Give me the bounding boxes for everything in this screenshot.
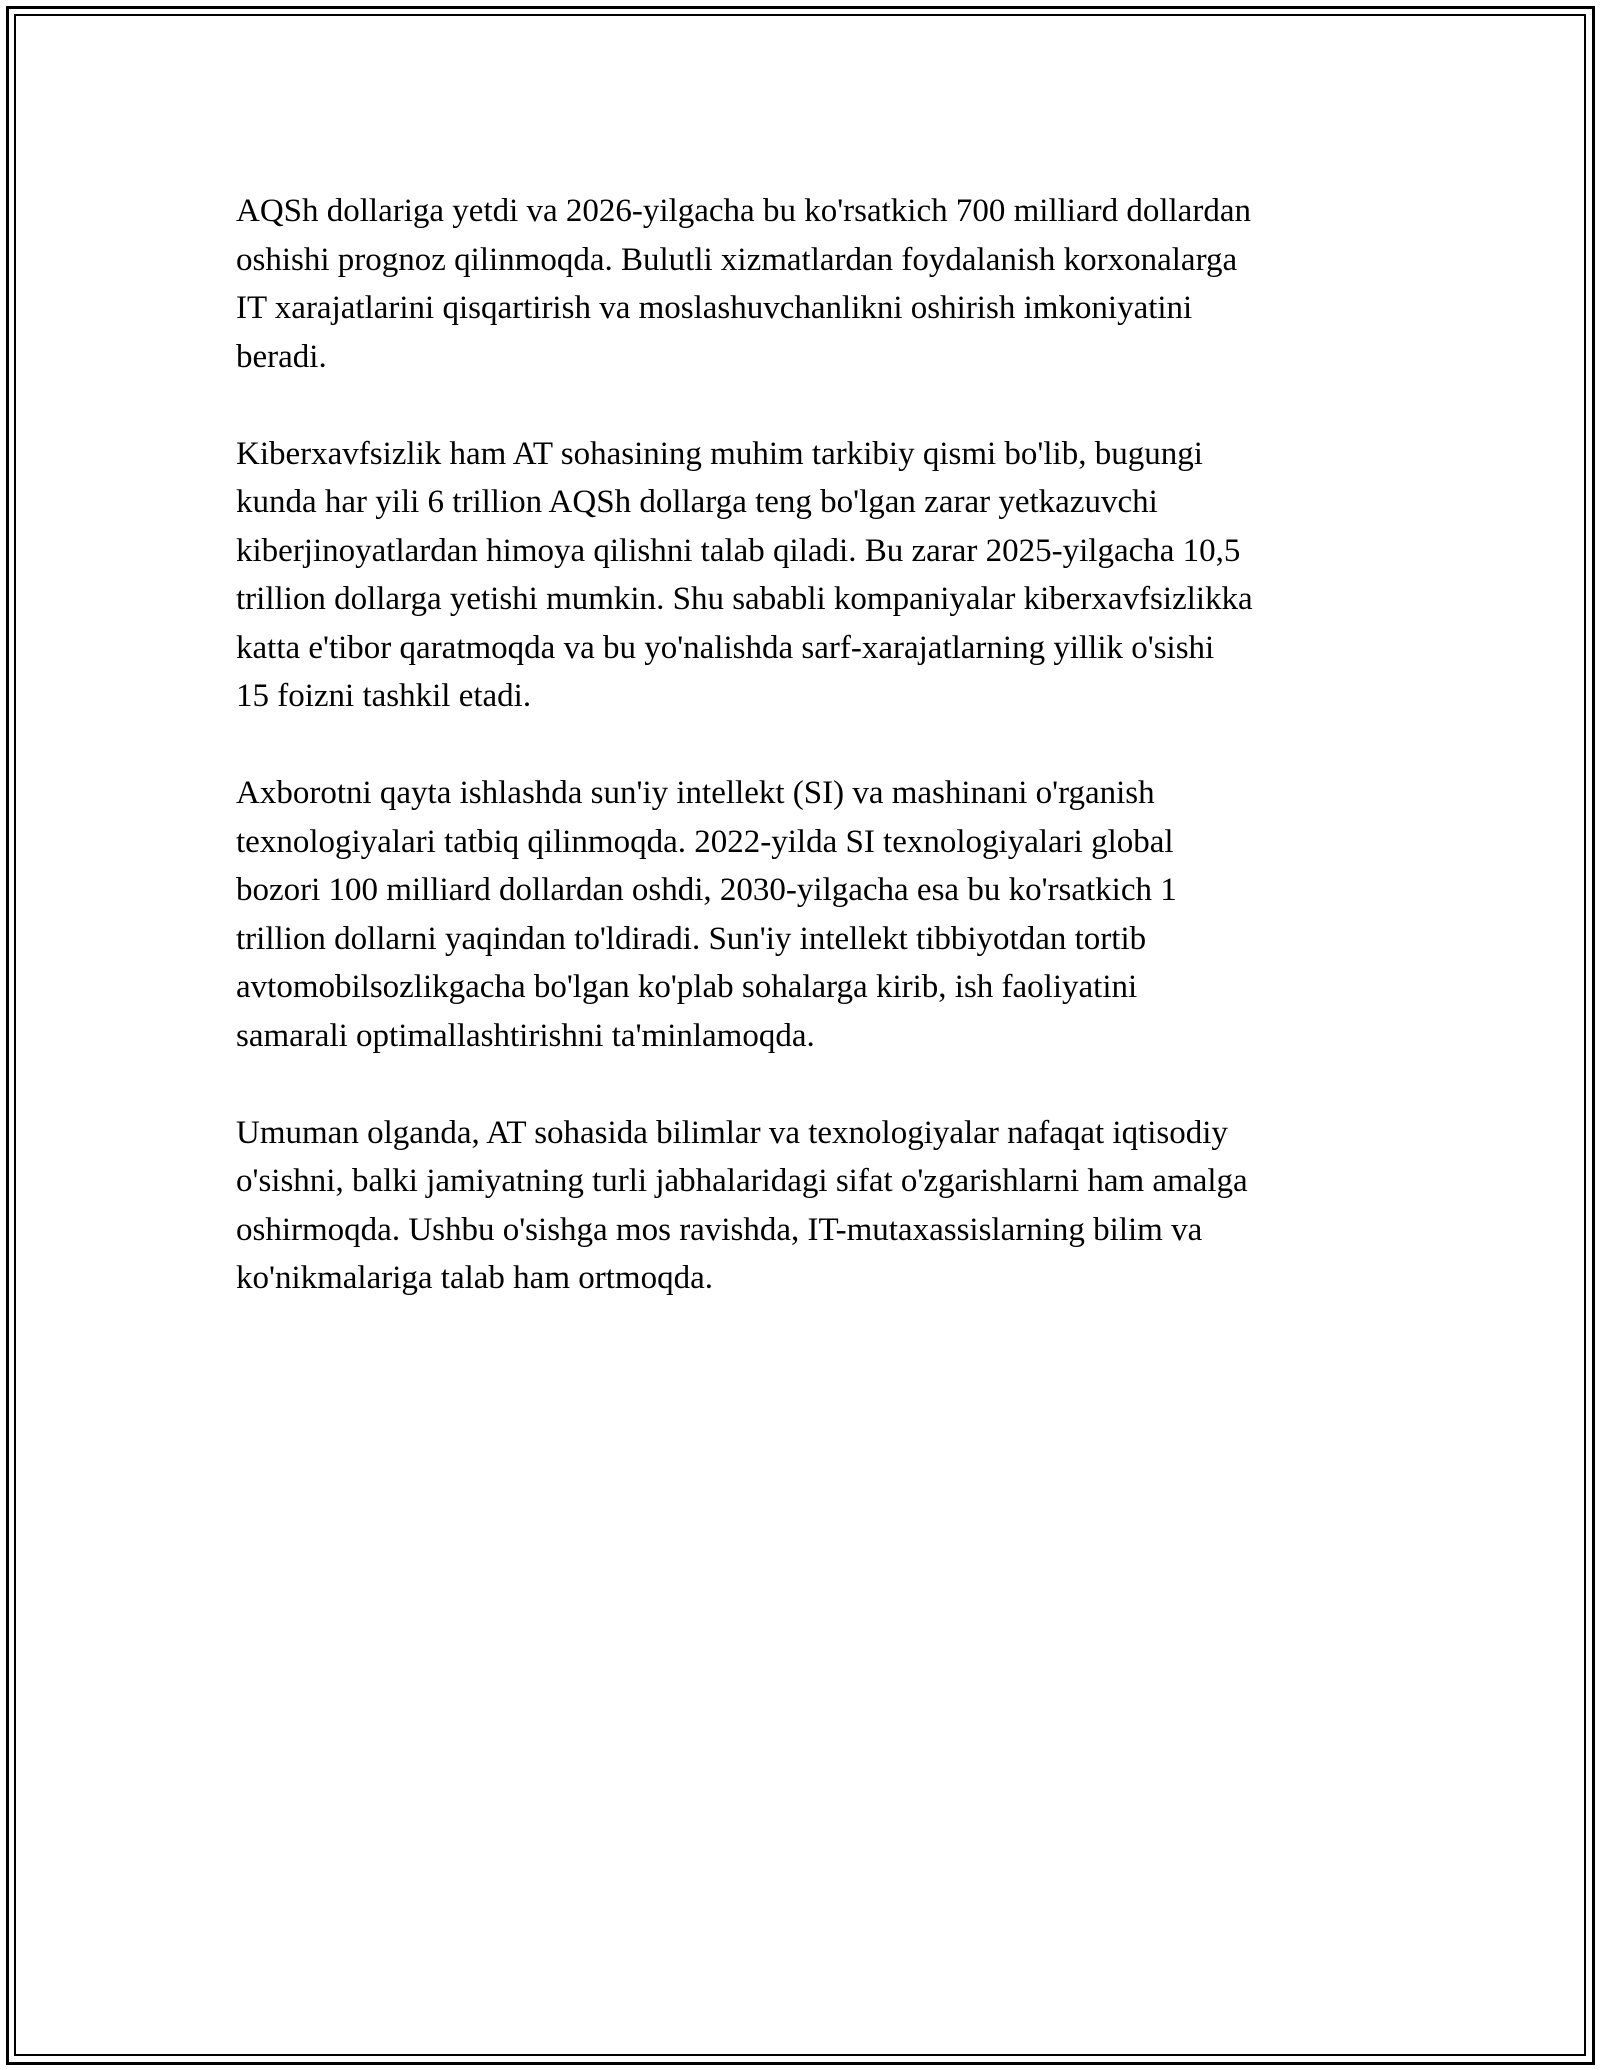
paragraph-cloud-services: AQSh dollariga yetdi va 2026-yilgacha bu ko'rsatkich 700 milliard dollardan oshishi prognoz qilinmoqda. Bulutli xizmatlardan foydalanish korxonalarga IT xarajatlarini qisqartirish va moslashuvchanlikni oshirish imkoniyatini beradi. <box>236 193 1251 375</box>
document-body <box>236 187 1386 1351</box>
paragraph-cybersecurity: Kiberxavfsizlik ham AT sohasining muhim tarkibiy qismi bo'lib, bugungi kunda har yili 6 trillion AQSh dollarga teng bo'lgan zarar yetkazuvchi kiberjinoyatlardan himoya qilishni talab qiladi. Bu zarar 2025-yilgacha 10,5 trillion dollarga yetishi mumkin. Shu sababli kompaniyalar kiberxavfsizlikka katta e'tibor qaratmoqda va bu yo'nalishda sarf-xarajatlarning yillik o'sishi 15 foizni tashkil etadi. <box>236 435 1253 714</box>
paragraph-artificial-intelligence: Axborotni qayta ishlashda sun'iy intellekt (SI) va mashinani o'rganish texnologiyalari tatbiq qilinmoqda. 2022-yilda SI texnologiyalari global bozori 100 milliard dollardan oshdi, 2030-yilgacha esa bu ko'rsatkich 1 trillion dollarni yaqindan to'ldiradi. Sun'iy intellekt tibbiyotdan tortib avtomobilsozlikgacha bo'lgan ko'plab sohalarga kirib, ish faoliyatini samarali optimallashtirishni ta'minlamoqda. <box>236 775 1177 1054</box>
paragraph-conclusion: Umuman olganda, AT sohasida bilimlar va texnologiyalar nafaqat iqtisodiy o'sishni, balki jamiyatning turli jabhalaridagi sifat o'zgarishlarni ham amalga oshirmoqda. Ushbu o'sishga mos ravishda, IT-mutaxassislarning bilim va ko'nikmalariga talab ham ortmoqda. <box>236 1114 1248 1296</box>
